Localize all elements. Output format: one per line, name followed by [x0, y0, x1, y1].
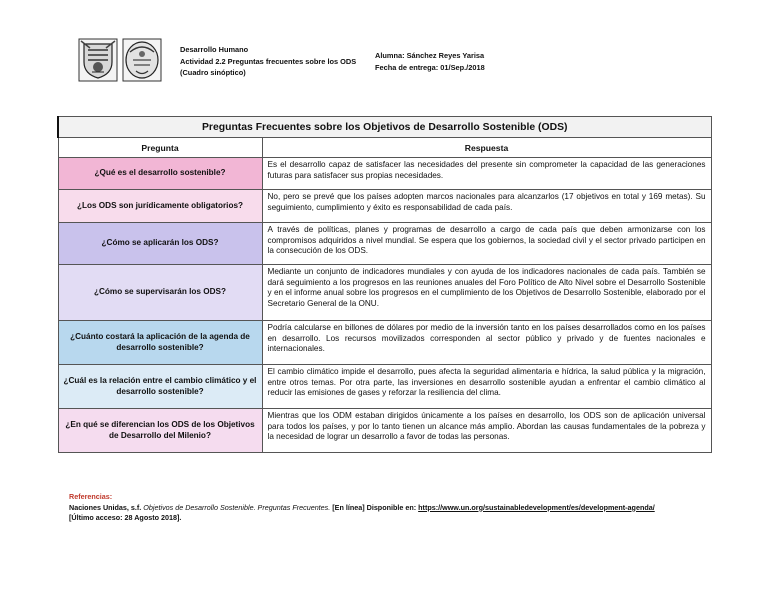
- activity-name: Actividad 2.2 Preguntas frecuentes sobre los ODS: [180, 56, 357, 66]
- question-cell: ¿Qué es el desarrollo sostenible?: [58, 158, 262, 190]
- table-row: [58, 365, 711, 409]
- table-row: [58, 409, 711, 453]
- table-title: Preguntas Frecuentes sobre los Objetivos de Desarrollo Sostenible (ODS): [58, 117, 711, 138]
- fes-seal-icon: [122, 38, 162, 82]
- table-row: [58, 321, 711, 365]
- column-header-answer: Respuesta: [262, 138, 711, 158]
- answer-cell: Mediante un conjunto de indicadores mundiales y con ayuda de los indicadores nacionales de cada país. También se dará seguimiento a los progresos en las reuniones anuales del Foro Político de Alto Nivel sobre el Desarrollo Sostenible y en el informe anual sobre los progresos en el cumplimiento de los Objetivos de Desarrollo Sostenible, elaborado por el Secretario General de la ONU.: [262, 265, 711, 321]
- unam-seal-icon: [78, 38, 118, 82]
- table-row: [58, 223, 711, 265]
- answer-cell: El cambio climático impide el desarrollo, pues afecta la seguridad alimentaria e hídrica, la salud pública y la migración, entre otros temas. Por otra parte, las inversiones en desarrollo sostenible ayudan a enfrentar el cambio climático al reducir las emisiones de gases y reforzar la resiliencia del clima.: [262, 365, 711, 409]
- course-name: Desarrollo Humano: [180, 45, 249, 54]
- header-course-info: [180, 44, 356, 79]
- student-name: Alumna: Sánchez Reyes Yarisa: [375, 51, 485, 60]
- question-cell: ¿Cuánto costará la aplicación de la agenda de desarrollo sostenible?: [58, 321, 262, 365]
- table-row: [58, 158, 711, 190]
- question-cell: ¿Cómo se aplicarán los ODS?: [58, 223, 262, 265]
- answer-cell: Es el desarrollo capaz de satisfacer las necesidades del presente sin comprometer la capacidad de las generaciones futuras para satisfacer sus propias necesidades.: [262, 158, 711, 190]
- answer-cell: A través de políticas, planes y programas de desarrollo a cargo de cada país que deben armonizarse con los compromisos adquiridos a nivel mundial. Se espera que los gobiernos, la sociedad civil y el sector privado participen en la consecución de los ODS.: [262, 223, 711, 265]
- column-header-question: Pregunta: [58, 138, 262, 158]
- reference-access-date: [Último acceso: 28 Agosto 2018].: [69, 513, 182, 523]
- reference-medium: [En línea] Disponible en:: [332, 502, 417, 512]
- reference-entry: [69, 503, 709, 514]
- due-date: Fecha de entrega: 01/Sep./2018: [375, 62, 485, 72]
- reference-author: Naciones Unidas, s.f.: [69, 502, 142, 512]
- question-cell: ¿Los ODS son jurídicamente obligatorios?: [58, 190, 262, 223]
- reference-link[interactable]: https://www.un.org/sustainabledevelopment/es/development-agenda/: [418, 502, 655, 512]
- table-row: [58, 265, 711, 321]
- header-student-info: [375, 50, 485, 73]
- table-row: [58, 190, 711, 223]
- reference-work: Objetivos de Desarrollo Sostenible. Preguntas Frecuentes.: [143, 502, 331, 512]
- question-cell: ¿Cuál es la relación entre el cambio climático y el desarrollo sostenible?: [58, 365, 262, 409]
- question-cell: ¿En qué se diferencian los ODS de los Objetivos de Desarrollo del Milenio?: [58, 409, 262, 453]
- answer-cell: Podría calcularse en billones de dólares por medio de la inversión tanto en los países desarrollados como en los países en desarrollo. Los recursos movilizados corresponden al sector público y privado y de fuentes nacionales e internacionales.: [262, 321, 711, 365]
- answer-cell: Mientras que los ODM estaban dirigidos únicamente a los países en desarrollo, los ODS son de aplicación universal para todos los países, y por lo tanto tienen un alcance más amplio. Abordan las causas fundamentales de la pobreza y la necesidad de lograr un desarrollo a favor de todas las personas.: [262, 409, 711, 453]
- answer-cell: No, pero se prevé que los países adopten marcos nacionales para alcanzarlos (17 objetivos en total y 169 metas). Su seguimiento, cumplimiento y éxito es responsabilidad de cada país.: [262, 190, 711, 223]
- references: [69, 492, 709, 524]
- faq-table: [57, 116, 712, 453]
- logos: [78, 38, 164, 82]
- activity-format: (Cuadro sinóptico): [180, 68, 246, 78]
- references-title: Referencias:: [69, 492, 113, 501]
- question-cell: ¿Cómo se supervisarán los ODS?: [58, 265, 262, 321]
